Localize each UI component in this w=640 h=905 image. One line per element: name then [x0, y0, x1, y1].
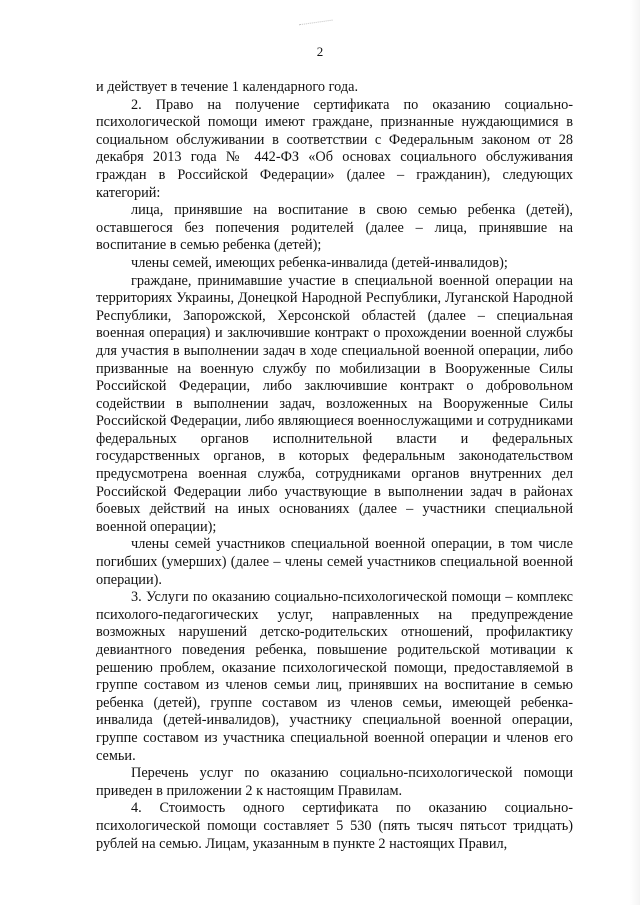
paragraph-clause-2: 2. Право на получение сертификата по оказанию социально-психологической помощи имеют граждане, признанные нуждающимися в социальном обслуживании в соответствии с Федеральным законом от 28 декабря 2013 года № 442-ФЗ «Об основах социального обслуживания граждан в Российской Федерации» (далее – гражданин), следующих категорий: [96, 96, 573, 201]
paragraph-services-list: Перечень услуг по оказанию социально-психологической помощи приведен в приложении 2 к настоящим Правилам. [96, 765, 573, 799]
paragraph-category-svo-families: члены семей участников специальной военной операции, в том числе погибших (умерших) (далее – члены семей участников специальной военной операции). [96, 536, 573, 588]
page-number: 2 [316, 44, 324, 59]
paragraph-category-foster: лица, принявшие на воспитание в свою семью ребенка (детей), оставшегося без попечения родителей (далее – лица, принявшие на воспитание в семью ребенка (детей); [96, 202, 573, 254]
page-edge-shadow [630, 0, 640, 905]
paragraph-clause-3: 3. Услуги по оказанию социально-психологической помощи – комплекс психолого-педагогических услуг, направленных на предупреждение возможных нарушений детско-родительских отношений, профилактику девиантного поведения ребенка, повышение родительской мотивации к решению проблем, оказание психологической помощи, предоставляемой в группе составом из членов семьи лиц, принявших на воспитание в семью ребенка (детей), группе составом из членов семьи, имеющей ребенка-инвалида (детей-инвалидов), участнику специальной военной операции, группе составом из участника специальной военной операции и членов его семьи. [96, 589, 573, 764]
document-body [96, 79, 573, 853]
paragraph-clause-4: 4. Стоимость одного сертификата по оказанию социально-психологической помощи составляет 5 530 (пять тысяч пятьсот тридцать) рублей на семью. Лицам, указанным в пункте 2 настоящих Правил, [96, 800, 573, 852]
scan-artifact [297, 10, 332, 26]
paragraph-category-disabled-child: члены семей, имеющих ребенка-инвалида (детей-инвалидов); [131, 254, 508, 271]
paragraph-continuation: и действует в течение 1 календарного года. [96, 79, 359, 95]
paragraph-category-svo-participants: граждане, принимавшие участие в специальной военной операции на территориях Украины, Донецкой Народной Республики, Луганской Народной Республики, Запорожской, Херсонской областей (далее – специальная военная операция) и заключившие контракт о прохождении военной службы для участия в выполнении задач в ходе специальной военной операции, либо призванные на военную службу по мобилизации в Вооруженные Силы Российской Федерации, либо заключившие контракт о добровольном содействии в выполнении задач, возложенных на Вооруженные Силы Российской Федерации, либо являющиеся военнослужащими и сотрудниками федеральных органов исполнительной власти и федеральных государственных органов, в которых федеральным законодательством предусмотрена военная служба, сотрудниками органов внутренних дел Российской Федерации либо участвующие в выполнении задач в районах боевых действий на иных основаниях (далее – участники специальной военной операции); [96, 272, 573, 535]
